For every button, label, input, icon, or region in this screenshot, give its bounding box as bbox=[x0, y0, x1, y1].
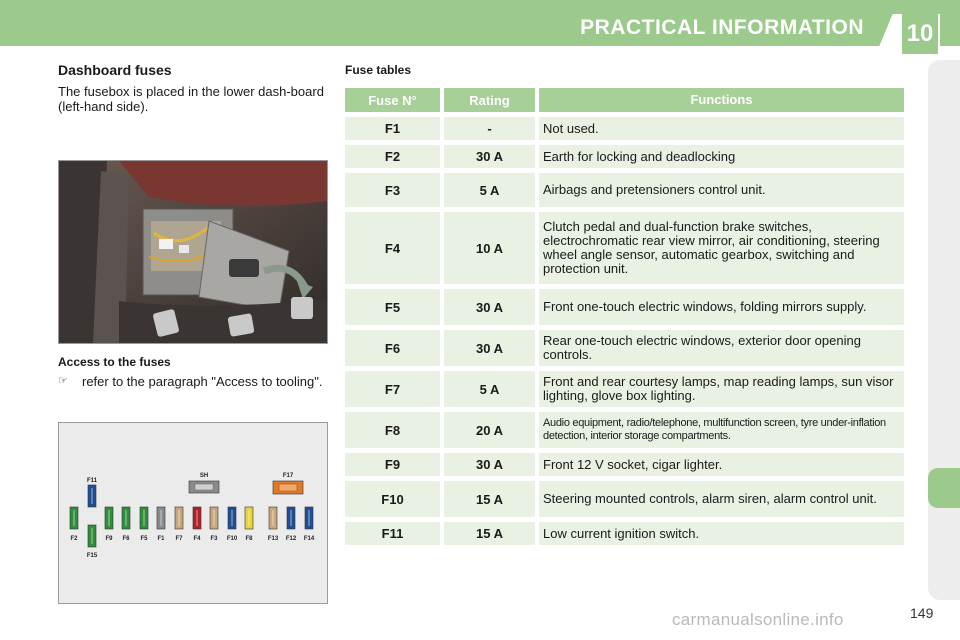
fuse-function: Front and rear courtesy lamps, map reading lamps, sun visor lighting, glove box lighting. bbox=[539, 371, 904, 407]
fuse-number: F4 bbox=[345, 212, 440, 284]
fuse-label-f6: F6 bbox=[122, 536, 130, 542]
side-navigation-strip bbox=[928, 60, 960, 600]
table-row bbox=[345, 289, 904, 325]
fuse-rating: 20 A bbox=[444, 412, 535, 448]
table-row bbox=[345, 453, 904, 476]
fuse-label-f11: F11 bbox=[86, 478, 98, 484]
fuse-number: F1 bbox=[345, 117, 440, 140]
access-section-title: Access to the fuses bbox=[58, 355, 171, 369]
fusebox-diagram bbox=[58, 422, 328, 604]
fuse-number: F9 bbox=[345, 453, 440, 476]
fuse-label-f1: F1 bbox=[157, 536, 165, 542]
header-fuse-number: Fuse N° bbox=[345, 88, 440, 112]
fuse-rating: 5 A bbox=[444, 173, 535, 207]
fuse-number: F5 bbox=[345, 289, 440, 325]
shunt-sh-contact bbox=[195, 484, 213, 490]
fuse-number: F2 bbox=[345, 145, 440, 168]
fuse-function: Clutch pedal and dual-function brake switches, electrochromatic rear view mirror, air conditioning, steering wheel angle sensor, automatic gearbox, switching and protection unit. bbox=[539, 212, 904, 284]
fuse-label-f5: F5 bbox=[140, 536, 148, 542]
table-row bbox=[345, 145, 904, 168]
section-title: Dashboard fuses bbox=[58, 62, 172, 78]
fuse-rating: 30 A bbox=[444, 330, 535, 366]
fuse-label-f17: F17 bbox=[282, 473, 294, 479]
fuse-rating: 30 A bbox=[444, 453, 535, 476]
fuse-f17-window bbox=[279, 484, 297, 491]
fuse-rating: 15 A bbox=[444, 481, 535, 517]
fuse-label-f12: F12 bbox=[285, 536, 297, 542]
fuse-label-f8: F8 bbox=[245, 536, 253, 542]
fuse-label-f3: F3 bbox=[210, 536, 218, 542]
header-functions: Functions bbox=[539, 88, 904, 112]
fuse-rating: 15 A bbox=[444, 522, 535, 545]
fuse-function: Airbags and pretensioners control unit. bbox=[539, 173, 904, 207]
pointing-hand-icon: ☞ bbox=[58, 375, 68, 387]
fuse-number: F10 bbox=[345, 481, 440, 517]
fuse-function: Audio equipment, radio/telephone, multifunction screen, tyre under-inflation detection, interior storage compartments. bbox=[539, 412, 904, 448]
fuse-rating: 5 A bbox=[444, 371, 535, 407]
fuse-number: F8 bbox=[345, 412, 440, 448]
watermark: carmanualsonline.info bbox=[672, 610, 844, 629]
table-row bbox=[345, 481, 904, 517]
shunt-label-sh: SH bbox=[199, 473, 209, 479]
fuse-table-header bbox=[345, 88, 904, 112]
table-row bbox=[345, 371, 904, 407]
fuse-number: F11 bbox=[345, 522, 440, 545]
fuse-label-f13: F13 bbox=[267, 536, 279, 542]
fusebox-diagram-drawing bbox=[59, 423, 327, 603]
page-title: PRACTICAL INFORMATION bbox=[580, 16, 864, 39]
fuse-function: Earth for locking and deadlocking bbox=[539, 145, 904, 168]
fuse-rating: 30 A bbox=[444, 145, 535, 168]
fuse-number: F6 bbox=[345, 330, 440, 366]
fuse-label-f15: F15 bbox=[86, 553, 98, 559]
fuse-table bbox=[345, 88, 904, 550]
fuse-function: Steering mounted controls, alarm siren, alarm control unit. bbox=[539, 481, 904, 517]
fuse-label-f7: F7 bbox=[175, 536, 183, 542]
fuse-label-f10: F10 bbox=[226, 536, 238, 542]
table-row bbox=[345, 117, 904, 140]
fuse-label-f9: F9 bbox=[105, 536, 113, 542]
header-rating: Rating bbox=[444, 88, 535, 112]
fuse-function: Not used. bbox=[539, 117, 904, 140]
fuse-label-f14: F14 bbox=[303, 536, 315, 542]
fuse-tables-title: Fuse tables bbox=[345, 63, 412, 77]
table-row bbox=[345, 212, 904, 284]
chapter-number: 10 bbox=[902, 14, 938, 54]
fusebox-location-photo bbox=[58, 160, 328, 344]
table-row bbox=[345, 522, 904, 545]
fuse-rating: 10 A bbox=[444, 212, 535, 284]
page-number: 149 bbox=[910, 605, 934, 621]
fuse-function: Rear one-touch electric windows, exterior door opening controls. bbox=[539, 330, 904, 366]
fuse-function: Front 12 V socket, cigar lighter. bbox=[539, 453, 904, 476]
fuse-number: F3 bbox=[345, 173, 440, 207]
table-row bbox=[345, 412, 904, 448]
fuse-number: F7 bbox=[345, 371, 440, 407]
fuse-rating: - bbox=[444, 117, 535, 140]
side-chapter-marker bbox=[928, 468, 960, 508]
intro-paragraph: The fusebox is placed in the lower dash-board (left-hand side). bbox=[58, 84, 324, 114]
fusebox-photo-illustration bbox=[59, 161, 327, 343]
fuse-label-f2: F2 bbox=[70, 536, 78, 542]
access-instruction-text: refer to the paragraph "Access to tooling". bbox=[82, 374, 323, 389]
fuse-function: Low current ignition switch. bbox=[539, 522, 904, 545]
fuse-function: Front one-touch electric windows, folding mirrors supply. bbox=[539, 289, 904, 325]
access-instruction bbox=[58, 374, 328, 389]
fuse-rating: 30 A bbox=[444, 289, 535, 325]
fuse-label-f4: F4 bbox=[193, 536, 201, 542]
table-row bbox=[345, 173, 904, 207]
table-row bbox=[345, 330, 904, 366]
